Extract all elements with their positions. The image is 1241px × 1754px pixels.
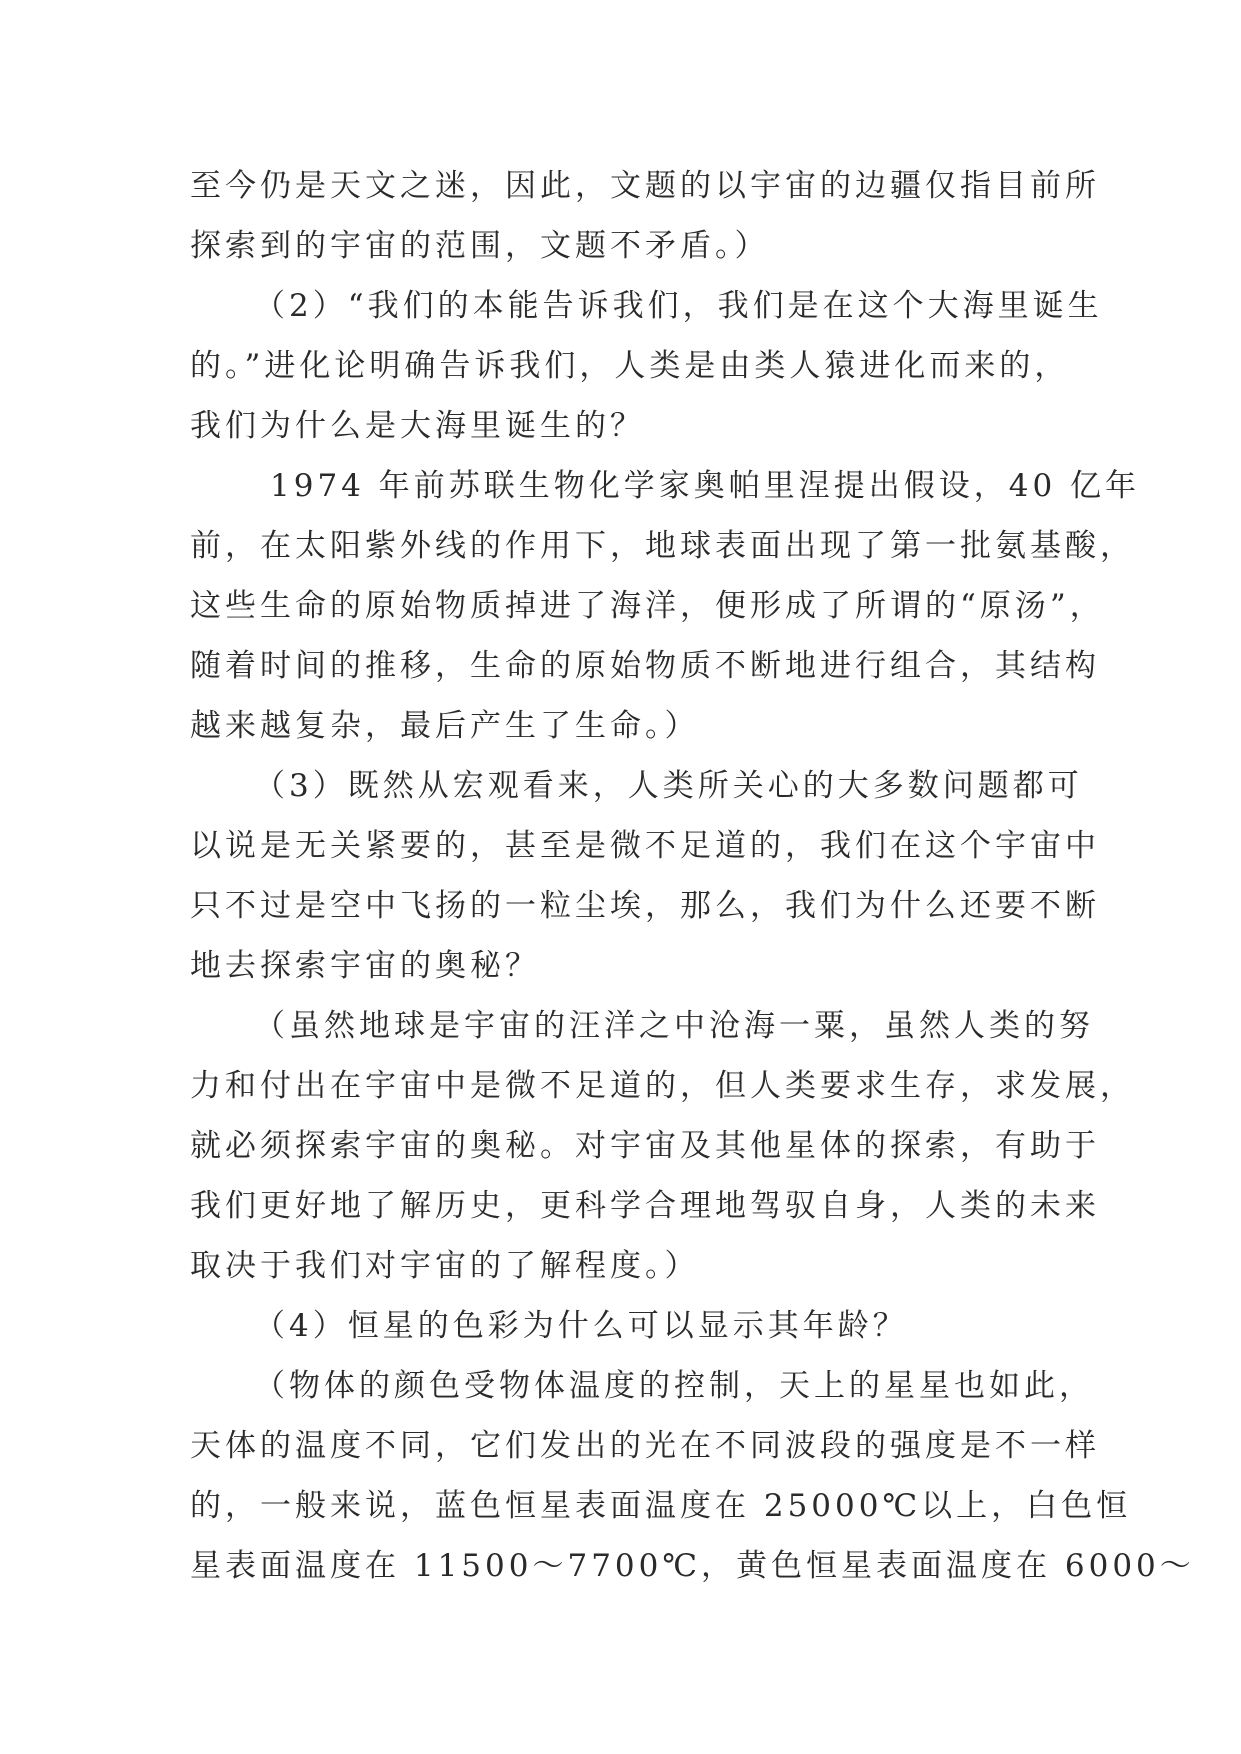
- text-line: 的，一般来说，蓝色恒星表面温度在 25000℃以上，白色恒: [190, 1488, 1132, 1524]
- text-line: 随着时间的推移，生命的原始物质不断地进行组合，其结构: [190, 648, 1100, 684]
- text-line: 天体的温度不同，它们发出的光在不同波段的强度是不一样: [190, 1428, 1100, 1464]
- text-line: 探索到的宇宙的范围，文题不矛盾。）: [190, 228, 770, 264]
- text-line: 至今仍是天文之迷，因此，文题的以宇宙的边疆仅指目前所: [190, 168, 1100, 204]
- question-2-line: （2）“我们的本能告诉我们，我们是在这个大海里诞生: [254, 288, 1103, 324]
- text-line: 取决于我们对宇宙的了解程度。）: [190, 1248, 700, 1284]
- text-line: 以说是无关紧要的，甚至是微不足道的，我们在这个宇宙中: [190, 828, 1100, 864]
- text-line: 我们为什么是大海里诞生的？: [190, 408, 645, 444]
- text-line: 只不过是空中飞扬的一粒尘埃，那么，我们为什么还要不断: [190, 888, 1100, 924]
- text-line: 就必须探索宇宙的奥秘。对宇宙及其他星体的探索，有助于: [190, 1128, 1100, 1164]
- text-line: 我们更好地了解历史，更科学合理地驾驭自身，人类的未来: [190, 1188, 1100, 1224]
- text-line: 地去探索宇宙的奥秘？: [190, 948, 540, 984]
- text-line: 的。”进化论明确告诉我们，人类是由类人猿进化而来的，: [190, 348, 1070, 384]
- answer-4-line: （物体的颜色受物体温度的控制，天上的星星也如此，: [254, 1368, 1094, 1404]
- answer-2-line: 1974 年前苏联生物化学家奥帕里涅提出假设，40 亿年: [270, 468, 1141, 504]
- question-4-line: （4）恒星的色彩为什么可以显示其年龄？: [254, 1308, 908, 1344]
- text-line: 力和付出在宇宙中是微不足道的，但人类要求生存，求发展，: [190, 1068, 1135, 1104]
- question-3-line: （3）既然从宏观看来，人类所关心的大多数问题都可: [254, 768, 1083, 804]
- answer-3-line: （虽然地球是宇宙的汪洋之中沧海一粟，虽然人类的努: [254, 1008, 1094, 1044]
- text-line: 越来越复杂，最后产生了生命。）: [190, 708, 700, 744]
- body-text: [190, 156, 1195, 1596]
- text-line: 星表面温度在 11500～7700℃，黄色恒星表面温度在 6000～: [190, 1548, 1195, 1584]
- text-line: 前，在太阳紫外线的作用下，地球表面出现了第一批氨基酸，: [190, 528, 1135, 564]
- text-line: 这些生命的原始物质掉进了海洋，便形成了所谓的“原汤”，: [190, 588, 1105, 624]
